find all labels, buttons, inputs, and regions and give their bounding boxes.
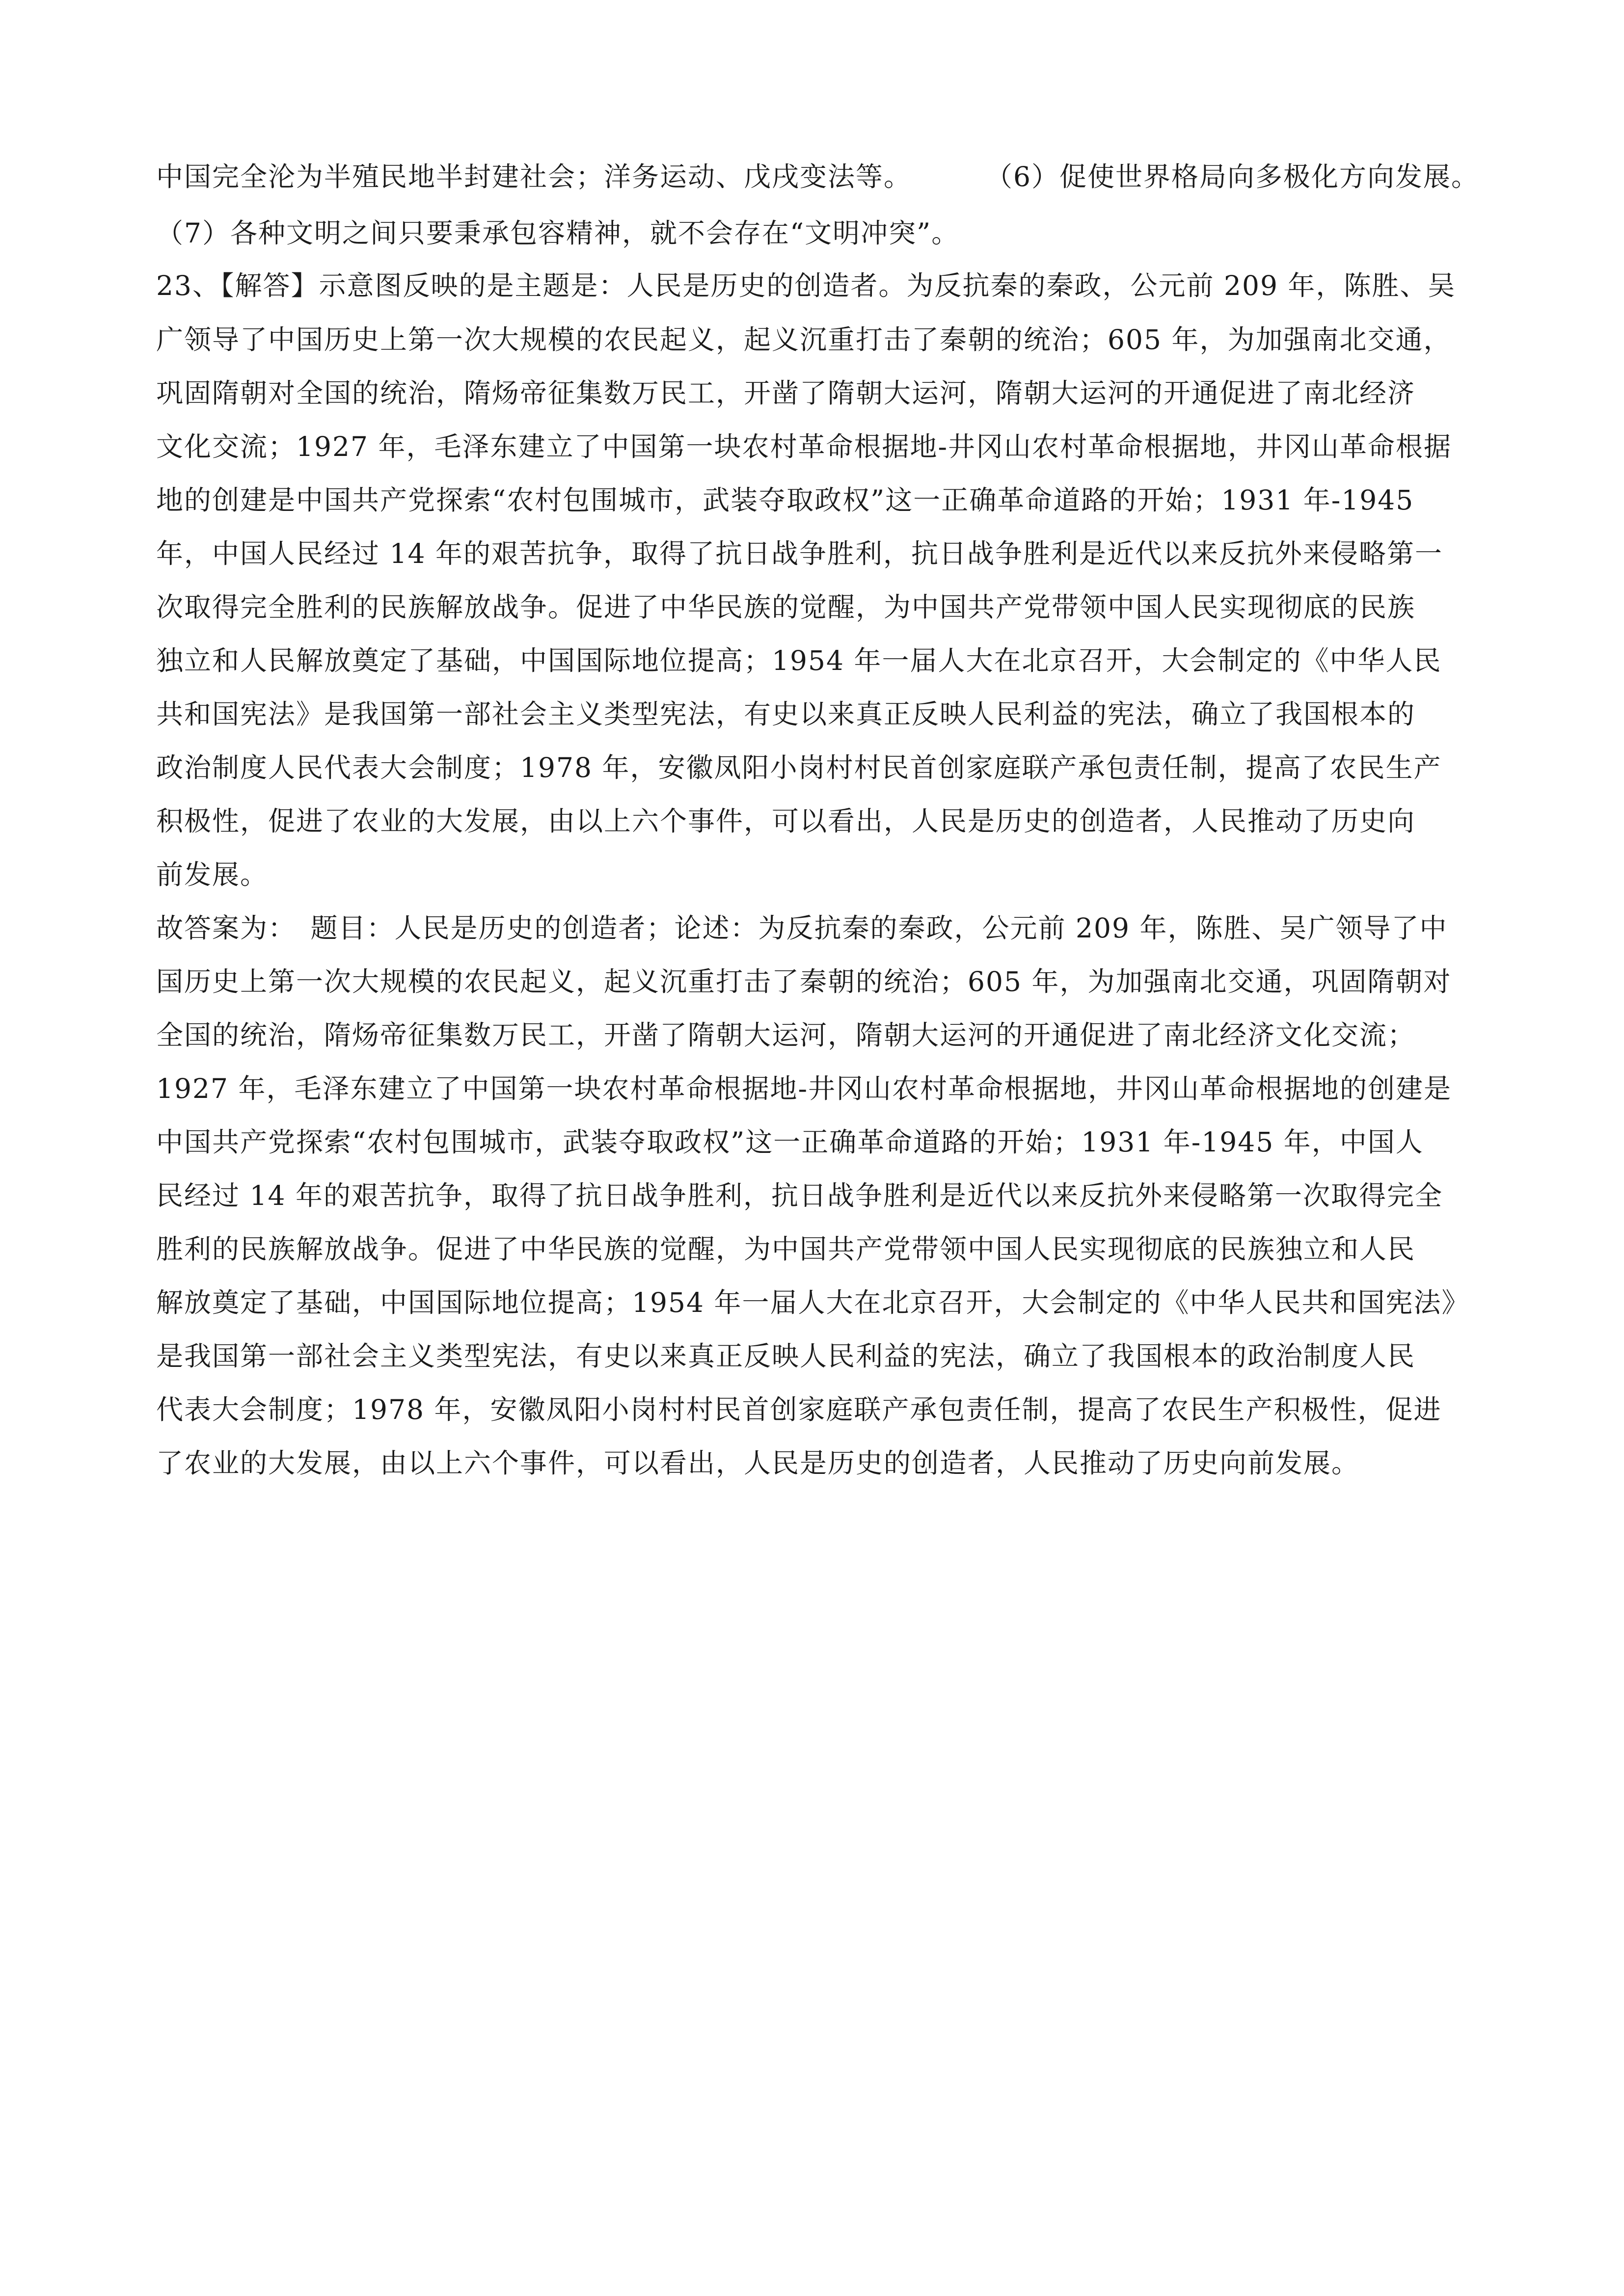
text-line: 国历史上第一次大规模的农民起义，起义沉重打击了秦朝的统治；605 年，为加强南北交通，巩固隋朝对 — [156, 966, 1452, 997]
text-line: 积极性，促进了农业的大发展，由以上六个事件，可以看出，人民是历史的创造者，人民推动了历史向 — [156, 805, 1416, 837]
text-line: 胜利的民族解放战争。促进了中华民族的觉醒，为中国共产党带领中国人民实现彻底的民族独立和人民 — [156, 1233, 1416, 1265]
text-line: 地的创建是中国共产党探索“农村包围城市，武装夺取政权”这一正确革命道路的开始；1931 年-1945 — [156, 484, 1414, 516]
text-segment: （6）促使世界格局向多极化方向发展。 — [985, 161, 1480, 192]
text-line: 次取得完全胜利的民族解放战争。促进了中华民族的觉醒，为中国共产党带领中国人民实现彻底的民族 — [156, 591, 1416, 623]
text-line: 政治制度人民代表大会制度；1978 年，安徽凤阳小岗村村民首创家庭联产承包责任制，提高了农民生产 — [156, 752, 1442, 783]
text-line: 解放奠定了基础，中国国际地位提高；1954 年一届人大在北京召开，大会制定的《中华人民共和国宪法》 — [156, 1287, 1470, 1318]
text-line: 独立和人民解放奠定了基础，中国国际地位提高；1954 年一届人大在北京召开，大会制定的《中华人民 — [156, 645, 1442, 676]
text-line: 年，中国人民经过 14 年的艰苦抗争，取得了抗日战争胜利，抗日战争胜利是近代以来反抗外来侵略第一 — [156, 538, 1443, 569]
answer-heading-line: 23、【解答】示意图反映的是主题是：人民是历史的创造者。为反抗秦的秦政，公元前 209 年，陈胜、吴 — [156, 270, 1456, 301]
text-line: （7）各种文明之间只要秉承包容精神，就不会存在“文明冲突”。 — [156, 217, 960, 249]
text-segment: 中国完全沦为半殖民地半封建社会；洋务运动、戊戌变法等。 — [156, 161, 912, 192]
answer-summary-line: 故答案为： 题目：人民是历史的创造者；论述：为反抗秦的秦政，公元前 209 年，陈胜、吴广领导了中 — [156, 912, 1448, 944]
text-line — [156, 152, 1482, 201]
text-line: 是我国第一部社会主义类型宪法，有史以来真正反映人民利益的宪法，确立了我国根本的政治制度人民 — [156, 1340, 1416, 1372]
text-line: 共和国宪法》是我国第一部社会主义类型宪法，有史以来真正反映人民利益的宪法，确立了我国根本的 — [156, 698, 1416, 730]
text-line: 民经过 14 年的艰苦抗争，取得了抗日战争胜利，抗日战争胜利是近代以来反抗外来侵略第一次取得完全 — [156, 1180, 1443, 1211]
text-line: 广领导了中国历史上第一次大规模的农民起义，起义沉重打击了秦朝的统治；605 年，为加强南北交通， — [156, 324, 1452, 355]
text-line: 中国共产党探索“农村包围城市，武装夺取政权”这一正确革命道路的开始；1931 年-1945 年，中国人 — [156, 1126, 1424, 1158]
text-line: 了农业的大发展，由以上六个事件，可以看出，人民是历史的创造者，人民推动了历史向前发展。 — [156, 1447, 1360, 1479]
text-line: 全国的统治，隋炀帝征集数万民工，开凿了隋朝大运河，隋朝大运河的开通促进了南北经济文化交流； — [156, 1019, 1416, 1051]
text-line: 巩固隋朝对全国的统治，隋炀帝征集数万民工，开凿了隋朝大运河，隋朝大运河的开通促进了南北经济 — [156, 377, 1416, 409]
text-line: 1927 年，毛泽东建立了中国第一块农村革命根据地-井冈山农村革命根据地，井冈山革命根据地的创建是 — [156, 1073, 1452, 1104]
text-line: 前发展。 — [156, 859, 269, 890]
text-line: 文化交流；1927 年，毛泽东建立了中国第一块农村革命根据地-井冈山农村革命根据地，井冈山革命根据 — [156, 431, 1452, 462]
text-line: 代表大会制度；1978 年，安徽凤阳小岗村村民首创家庭联产承包责任制，提高了农民生产积极性，促进 — [156, 1394, 1442, 1425]
